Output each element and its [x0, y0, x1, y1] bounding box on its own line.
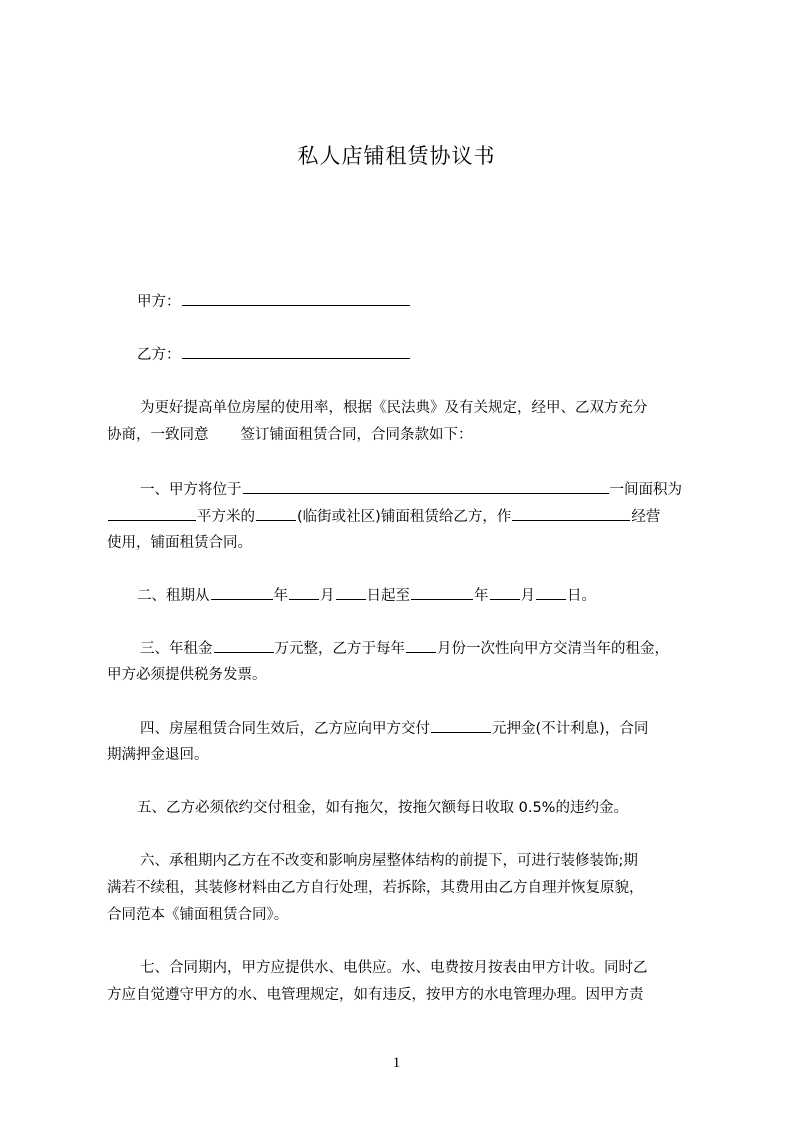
clause-1-text-a: 一、甲方将位于 [140, 482, 242, 498]
party-a-label: 甲方： [137, 294, 181, 310]
payment-month-blank[interactable] [406, 638, 436, 653]
clause-2-year-b: 年 [474, 588, 489, 604]
clause-3-line-1 [140, 638, 669, 659]
intro-text-a: 协商，一致同意 [107, 427, 209, 443]
intro-line-2 [107, 425, 473, 445]
clause-2-text-b: 日起至 [366, 588, 410, 604]
clause-6-line-3: 合同范本《铺面租赁合同》。 [107, 907, 289, 923]
page-number: 1 [392, 1055, 401, 1071]
clause-4-line-2: 期满押金退回。 [107, 747, 209, 763]
start-day-blank[interactable] [336, 585, 366, 600]
clause-1-text-b: 一间面积为 [609, 482, 682, 498]
clause-1-line-1 [140, 479, 682, 500]
clause-3-text-a: 三、年租金 [140, 641, 213, 657]
clause-1-text-e: 经营 [631, 509, 661, 525]
clause-1-text-c: 平方米的 [197, 509, 255, 525]
clause-3-text-b: 万元整，乙方于每年 [274, 641, 405, 657]
street-type-blank[interactable] [256, 506, 296, 521]
clause-2-line [137, 585, 596, 606]
clause-3-line-2: 甲方必须提供税务发票。 [107, 667, 267, 683]
clause-4-text-a: 四、房屋租赁合同生效后，乙方应向甲方交付 [140, 721, 430, 737]
party-b-line [137, 344, 411, 365]
intro-line-1: 为更好提高单位房屋的使用率，根据《民法典》及有关规定，经甲、乙双方充分 [140, 400, 648, 416]
clause-7-line-2: 方应自觉遵守甲方的水、电管理规定，如有违反，按甲方的水电管理办理。因甲方责 [107, 987, 644, 1003]
end-month-blank[interactable] [490, 585, 520, 600]
start-month-blank[interactable] [289, 585, 319, 600]
party-b-blank[interactable] [182, 344, 410, 359]
clause-6-line-2: 满若不续租，其装修材料由乙方自行处理，若拆除，其费用由乙方自理并恢复原貌， [107, 880, 644, 896]
clause-1-text-d: (临街或社区)铺面租赁给乙方，作 [297, 509, 512, 525]
clause-7-line-1: 七、合同期内，甲方应提供水、电供应。水、电费按月按表由甲方计收。同时乙 [140, 960, 648, 976]
deposit-blank[interactable] [431, 718, 491, 733]
clause-2-year-a: 年 [273, 588, 288, 604]
start-year-blank[interactable] [211, 585, 273, 600]
business-use-blank[interactable] [512, 506, 630, 521]
clause-2-day-end: 日。 [567, 588, 596, 604]
clause-1-line-3: 使用，铺面租赁合同。 [107, 535, 252, 551]
end-year-blank[interactable] [411, 585, 473, 600]
clause-2-text-a: 二、租期从 [137, 588, 210, 604]
clause-4-text-b: 元押金(不计利息)，合同 [492, 721, 649, 737]
area-blank[interactable] [108, 506, 196, 521]
clause-1-line-2 [107, 506, 660, 527]
intro-text-b: 签订铺面租赁合同，合同条款如下： [240, 427, 473, 443]
party-a-line [137, 291, 411, 312]
clause-4-line-1 [140, 718, 648, 739]
party-b-label: 乙方： [137, 347, 181, 363]
document-title: 私人店铺租赁协议书 [297, 144, 496, 168]
clause-5-line: 五、乙方必须依约交付租金，如有拖欠，按拖欠额每日收取 0.5%的违约金。 [137, 800, 628, 816]
clause-2-month-a: 月 [320, 588, 335, 604]
annual-rent-blank[interactable] [214, 638, 274, 653]
clause-6-line-1: 六、承租期内乙方在不改变和影响房屋整体结构的前提下，可进行装修装饰;期 [140, 853, 638, 869]
location-blank[interactable] [243, 479, 609, 494]
clause-3-text-c: 月份一次性向甲方交清当年的租金， [437, 641, 669, 657]
party-a-blank[interactable] [182, 291, 410, 306]
clause-2-month-b: 月 [520, 588, 535, 604]
end-day-blank[interactable] [536, 585, 566, 600]
